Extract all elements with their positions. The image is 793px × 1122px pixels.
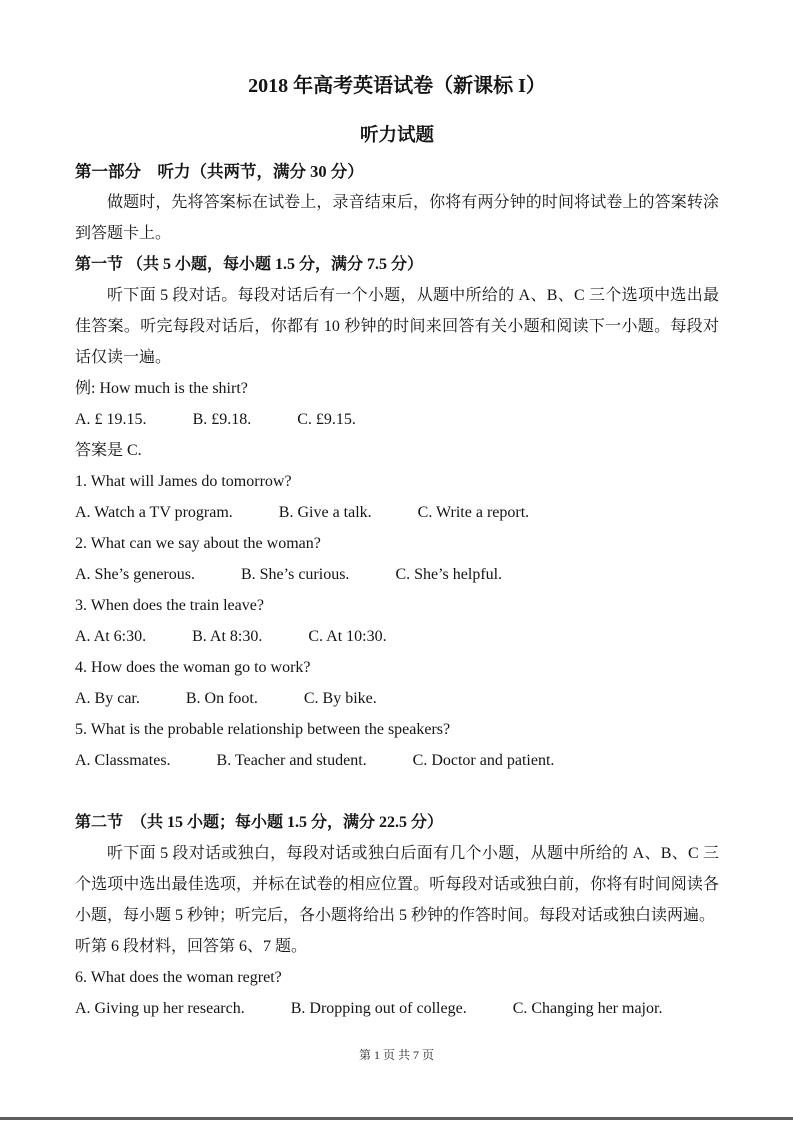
question-block-1 [75, 466, 719, 528]
question-2-option-a: A. She’s generous. [75, 566, 195, 583]
section1-heading: 第一节 （共 5 小题，每小题 1.5 分，满分 7.5 分） [75, 256, 424, 273]
question-3-option-c: C. At 10:30. [308, 628, 387, 645]
question-1-option-a: A. Watch a TV program. [75, 504, 233, 521]
question-2-text: 2. What can we say about the woman? [75, 535, 321, 552]
question-block-5 [75, 714, 719, 776]
question-5-option-b: B. Teacher and student. [216, 752, 367, 769]
example-option-a: A. £ 19.15. [75, 411, 147, 428]
question-3-options-row [75, 621, 719, 652]
question-1-options-row [75, 497, 719, 528]
material-6-note: 听第 6 段材料，回答第 6、7 题。 [75, 938, 308, 955]
question-2-option-b: B. She’s curious. [240, 566, 350, 583]
question-4-text: 4. How does the woman go to work? [75, 659, 311, 676]
question-5-text: 5. What is the probable relationship between the speakers? [75, 721, 451, 738]
question-3-option-b: B. At 8:30. [192, 628, 263, 645]
question-6-option-b: B. Dropping out of college. [290, 1000, 467, 1017]
question-4-option-a: A. By car. [75, 690, 140, 707]
question-block-3 [75, 590, 719, 652]
question-block-2 [75, 528, 719, 590]
question-6-option-a: A. Giving up her research. [75, 1000, 245, 1017]
question-5-options-row [75, 745, 719, 776]
question-1-option-b: B. Give a talk. [278, 504, 372, 521]
question-block-4 [75, 652, 719, 714]
bottom-border-bar [0, 1117, 793, 1120]
exam-title: 2018 年高考英语试卷（新课标 I） [248, 75, 546, 97]
question-4-option-c: C. By bike. [303, 690, 377, 707]
section2-heading: 第二节 （共 15 小题；每小题 1.5 分，满分 22.5 分） [75, 814, 444, 831]
question-3-text: 3. When does the train leave? [75, 597, 264, 614]
example-option-b: B. £9.18. [192, 411, 252, 428]
example-options-row [75, 404, 719, 435]
example-question: 例: How much is the shirt? [75, 380, 248, 397]
question-6-options-row [75, 993, 719, 1024]
question-5-option-a: A. Classmates. [75, 752, 171, 769]
question-5-option-c: C. Doctor and patient. [412, 752, 555, 769]
section2-instructions: 听下面 5 段对话或独白，每段对话或独白后面有几个小题，从题中所给的 A、B、C 三个选项中选出最佳选项，并标在试卷的相应位置。听每段对话或独白前，你将有时间阅读各小题，每小题 5 秒钟；听完后，各小题将给出 5 秒钟的作答时间。每段对话或独白读两遍。 [75, 845, 719, 924]
question-4-options-row [75, 683, 719, 714]
example-option-c: C. £9.15. [297, 411, 356, 428]
question-1-option-c: C. Write a report. [417, 504, 530, 521]
question-6-text: 6. What does the woman regret? [75, 969, 282, 986]
question-4-option-b: B. On foot. [185, 690, 258, 707]
question-block-6 [75, 962, 719, 1024]
question-6-option-c: C. Changing her major. [512, 1000, 663, 1017]
exam-subtitle: 听力试题 [359, 126, 434, 146]
page-number-footer: 第 1 页 共 7 页 [358, 1048, 434, 1062]
question-2-options-row [75, 559, 719, 590]
example-answer-note: 答案是 C. [75, 442, 142, 459]
part1-intro-paragraph: 做题时，先将答案标在试卷上，录音结束后，你将有两分钟的时间将试卷上的答案转涂到答题卡上。 [75, 194, 719, 242]
question-2-option-c: C. She’s helpful. [395, 566, 503, 583]
question-3-option-a: A. At 6:30. [75, 628, 147, 645]
part1-heading: 第一部分 听力（共两节，满分 30 分） [75, 162, 364, 181]
question-1-text: 1. What will James do tomorrow? [75, 473, 292, 490]
page-content [75, 0, 719, 1024]
section1-instructions: 听下面 5 段对话。每段对话后有一个小题，从题中所给的 A、B、C 三个选项中选出最佳答案。听完每段对话后，你都有 10 秒钟的时间来回答有关小题和阅读下一小题。每段对话仅读一遍。 [75, 287, 719, 366]
